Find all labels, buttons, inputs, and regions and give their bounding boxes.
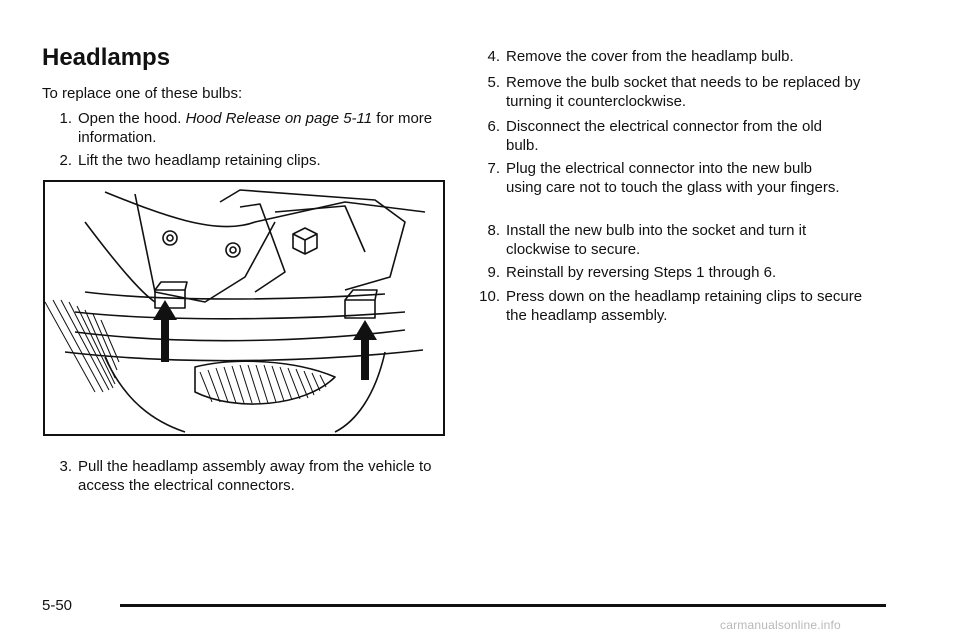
step-number: 9.	[487, 264, 500, 281]
step-text-part: for more information.	[78, 110, 433, 146]
step-text: Reinstall by reversing Steps 1 through 6.	[506, 264, 777, 281]
step-3	[42, 458, 452, 495]
step-number: 3.	[59, 458, 72, 475]
step-8	[470, 222, 900, 259]
step-text: Install the new bulb into the socket and turn it clockwise to secure.	[506, 222, 807, 258]
page-title: Headlamps	[42, 44, 171, 71]
step-10	[470, 288, 900, 325]
step-text: Disconnect the electrical connector from the old bulb.	[506, 118, 822, 154]
step-7	[470, 160, 900, 197]
step-5	[470, 74, 900, 111]
step-4	[470, 48, 900, 67]
step-2	[42, 152, 452, 171]
headlamp-drawing	[45, 182, 443, 434]
footer-divider	[120, 604, 886, 607]
step-text: Pull the headlamp assembly away from the vehicle to access the electrical connectors.	[78, 458, 432, 494]
step-text: Press down on the headlamp retaining clips to secure the headlamp assembly.	[506, 288, 863, 324]
step-number: 8.	[487, 222, 500, 239]
watermark-text: carmanualsonline.info	[720, 618, 841, 632]
step-number: 1.	[59, 110, 72, 127]
step-9	[470, 264, 900, 283]
step-text: Lift the two headlamp retaining clips.	[78, 152, 321, 169]
step-number: 4.	[487, 48, 500, 65]
step-number: 5.	[487, 74, 500, 91]
page-number: 5-50	[42, 597, 73, 614]
cross-reference-link[interactable]: Hood Release on page 5-11	[185, 110, 373, 127]
step-text-part: Open the hood.	[78, 110, 186, 127]
step-number: 6.	[487, 118, 500, 135]
step-number: 7.	[487, 160, 500, 177]
step-text: Remove the cover from the headlamp bulb.	[506, 48, 794, 65]
intro-text: To replace one of these bulbs:	[42, 85, 243, 102]
step-text: Remove the bulb socket that needs to be replaced by turning it counterclockwise.	[506, 74, 861, 110]
step-number: 10.	[479, 288, 500, 305]
step-text	[78, 110, 452, 147]
step-text: Plug the electrical connector into the new bulb using care not to touch the glass with your fingers.	[506, 160, 840, 196]
step-1	[42, 110, 452, 147]
step-number: 2.	[59, 152, 72, 169]
headlamp-illustration	[43, 180, 445, 436]
step-6	[470, 118, 900, 155]
